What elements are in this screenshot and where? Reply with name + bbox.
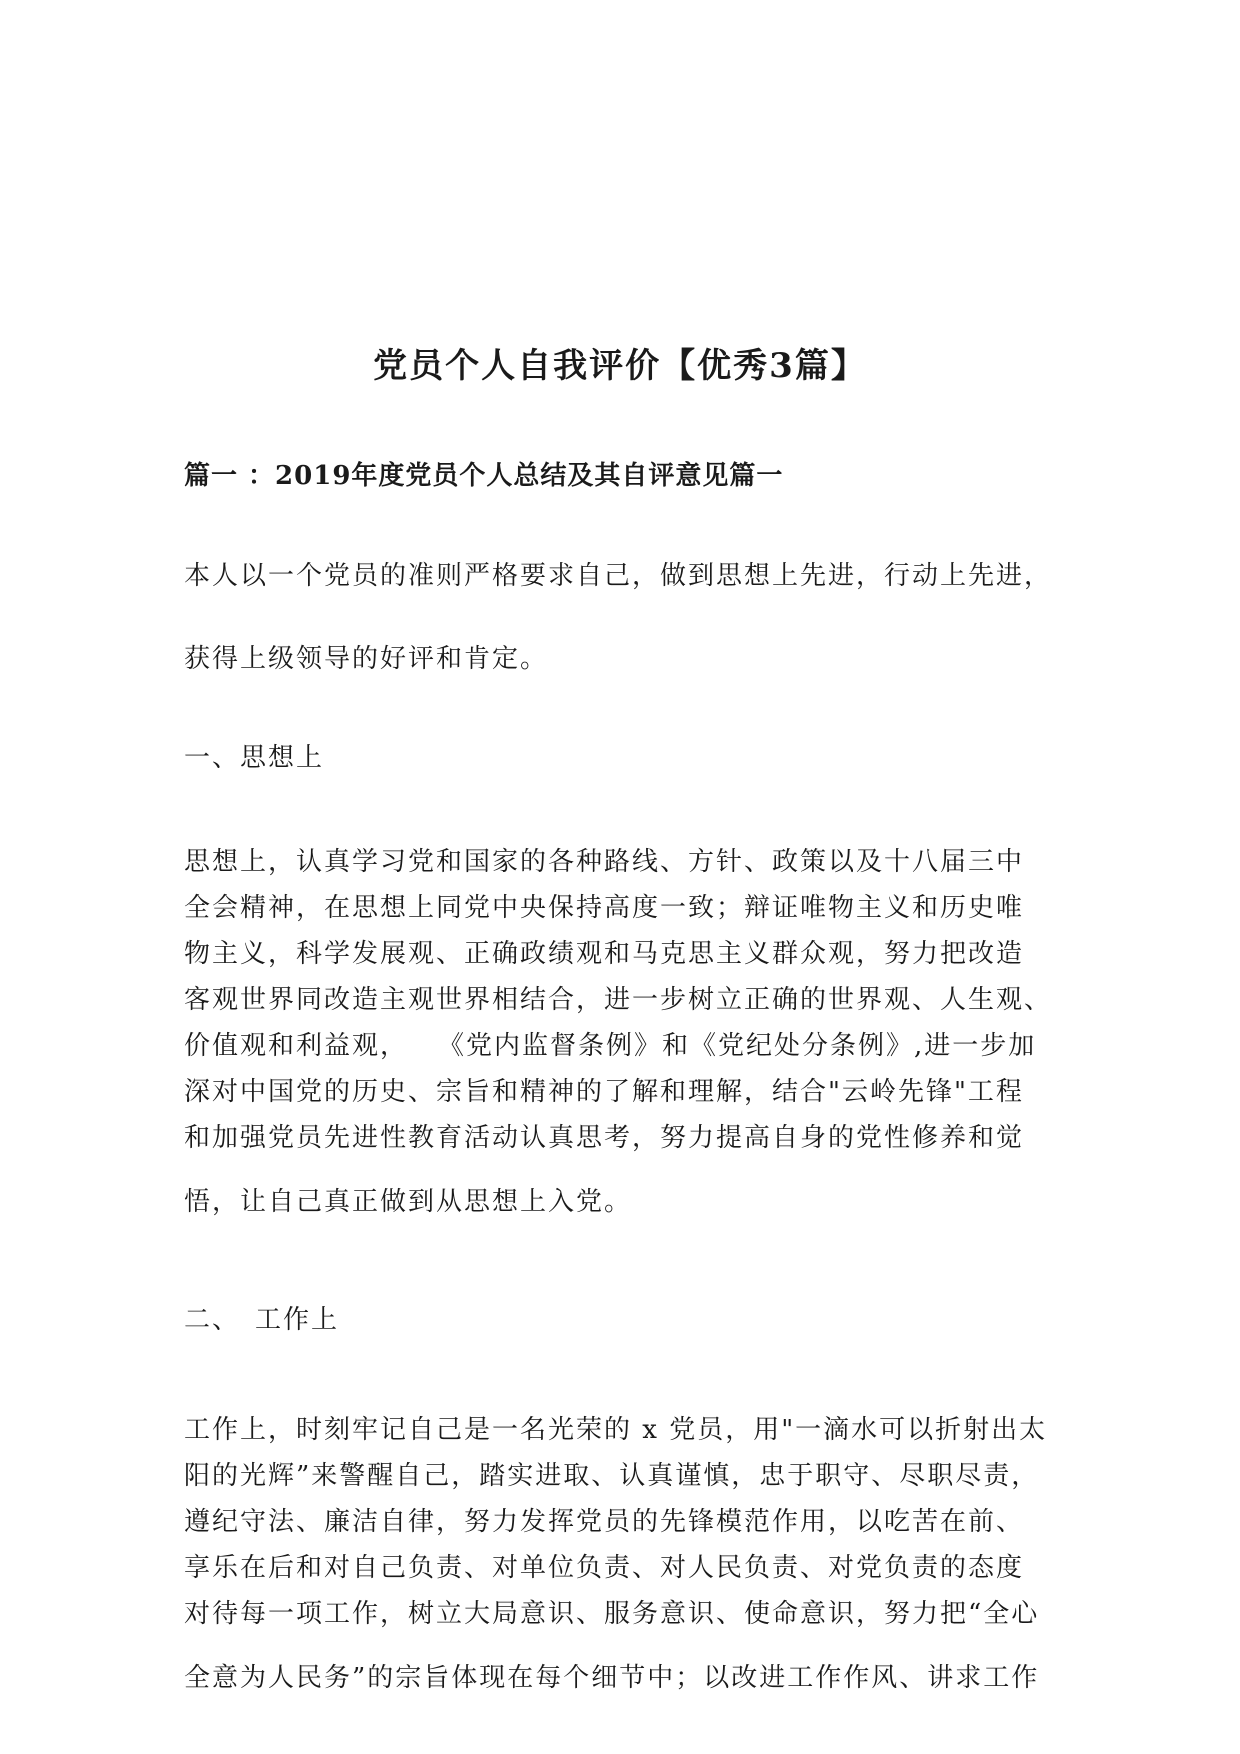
text-line: 思想上，认真学习党和国家的各种路线、方针、政策以及十八届三中 <box>184 847 1025 877</box>
text-line: 和加强党员先进性教育活动认真思考，努力提高自身的党性修养和觉 <box>184 1123 1025 1153</box>
document-title: 党员个人自我评价【优秀3篇】 <box>373 346 867 386</box>
text-line: 悟，让自己真正做到从思想上入党。 <box>184 1187 633 1217</box>
text-line: 本人以一个党员的准则严格要求自己，做到思想上先进，行动上先进， <box>184 561 1053 591</box>
paragraph-work <box>184 1410 1064 1704</box>
text-line: 遵纪守法、廉洁自律，努力发挥党员的先锋模范作用，以吃苦在前、 <box>184 1507 1025 1537</box>
text-line: 享乐在后和对自己负责、对单位负责、对人民负责、对党负责的态度 <box>184 1553 1025 1583</box>
text-line: 工作上，时刻牢记自己是一名光荣的 x 党员，用"一滴水可以折射出太 <box>184 1415 1048 1445</box>
text-line: 深对中国党的历史、宗旨和精神的了解和理解，结合"云岭先锋"工程 <box>184 1077 1024 1107</box>
text-line: 对待每一项工作，树立大局意识、服务意识、使命意识，努力把“全心 <box>184 1599 1040 1629</box>
text-line: 阳的光辉”来警醒自己，踏实进取、认真谨慎，忠于职守、尽职尽责， <box>184 1461 1040 1491</box>
section-heading: 篇一 ：2019年度党员个人总结及其自评意见篇一 <box>184 461 784 491</box>
subheading-work: 二、 工作上 <box>184 1305 340 1335</box>
text-line: 全会精神，在思想上同党中央保持高度一致；辩证唯物主义和历史唯 <box>184 893 1025 923</box>
text-line: 物主义，科学发展观、正确政绩观和马克思主义群众观，努力把改造 <box>184 939 1025 969</box>
text-line: 客观世界同改造主观世界相结合，进一步树立正确的世界观、人生观、 <box>184 985 1053 1015</box>
text-line: 价值观和利益观， 《党内监督条例》和《党纪处分条例》,进一步加 <box>184 1031 1037 1061</box>
text-line: 获得上级领导的好评和肯定。 <box>184 644 549 674</box>
text-line: 全意为人民务”的宗旨体现在每个细节中；以改进工作作风、讲求工作 <box>184 1663 1040 1693</box>
subheading-thought: 一、思想上 <box>184 743 325 773</box>
intro-paragraph <box>184 556 1064 722</box>
paragraph-thought <box>184 842 1064 1228</box>
